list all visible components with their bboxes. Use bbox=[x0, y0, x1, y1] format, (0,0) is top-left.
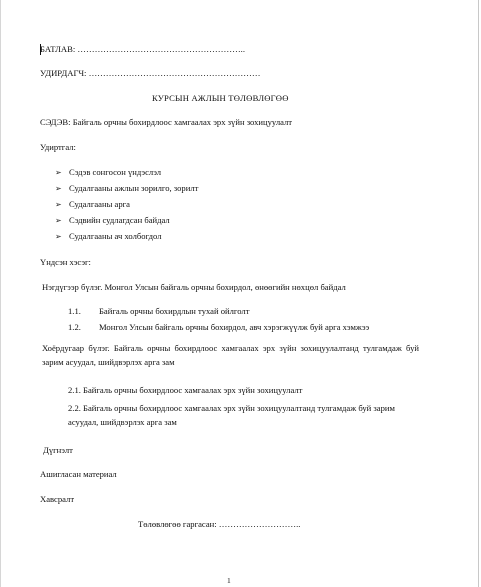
page-left-edge bbox=[0, 0, 1, 587]
director-line: УДИРДАГЧ: …………………………………………………… bbox=[40, 68, 261, 78]
list-item bbox=[55, 183, 198, 194]
approval-line: БАТЛАВ: ………………………………………………….. bbox=[40, 44, 245, 54]
section-item: 2.2. Байгаль орчны бохирдлоос хамгаалах эрх зүйн зохицуулалтанд тулгамдаж буй зарим асуудал, шийдвэрлэх арга зам bbox=[68, 403, 395, 427]
list-item-text: Судалгааны ажлын зорилго, зорилт bbox=[69, 183, 199, 193]
section-item: 2.1. Байгаль орчны бохирдлоос хамгаалах эрх зүйн зохицуулалт bbox=[68, 385, 303, 395]
appendix-heading: Хавсралт bbox=[40, 494, 75, 504]
section-number: 1.1. bbox=[68, 306, 81, 316]
section-item bbox=[68, 322, 369, 333]
chapter2-title: Хоёрдугаар бүлэг. Байгаль орчны бохирдлоос хамгаалах эрх зүйн зохицуулалтанд тулгамдаж буй зарим асуудал, шийдвэрлэх арга зам bbox=[42, 343, 419, 367]
topic-line: СЭДЭВ: Байгаль орчны бохирдлоос хамгаалах эрх зүйн зохицуулалт bbox=[40, 117, 293, 127]
list-item-text: Судалгааны арга bbox=[69, 199, 130, 209]
arrow-bullet-icon: ➢ bbox=[55, 168, 62, 177]
page-right-edge bbox=[478, 0, 479, 587]
section-number: 1.2. bbox=[68, 322, 81, 332]
section-text: Монгол Улсын байгаль орчны бохирдол, авч хэрэгжүүлж буй арга хэмжээ bbox=[99, 322, 370, 332]
references-heading: Ашигласан материал bbox=[40, 469, 117, 479]
list-item bbox=[55, 215, 170, 226]
section-item bbox=[68, 306, 249, 317]
section-text: Байгаль орчны бохирдлын тухай ойлголт bbox=[99, 306, 250, 316]
prepared-by-line: Төлөвлөгөө гаргасан: ……………………….. bbox=[138, 519, 301, 529]
list-item bbox=[55, 199, 130, 210]
chapter1-title: Нэгдүгээр бүлэг. Монгол Улсын байгаль орчны бохирдол, өнөөгийн нөхцөл байдал bbox=[42, 282, 346, 292]
list-item-text: Судалгааны ач холбогдол bbox=[69, 231, 162, 241]
arrow-bullet-icon: ➢ bbox=[55, 232, 62, 241]
list-item bbox=[55, 231, 162, 242]
list-item bbox=[55, 167, 161, 178]
document-title: КУРСЫН АЖЛЫН ТӨЛӨВЛӨГӨӨ bbox=[152, 93, 289, 103]
list-item-text: Сэдвийн судлагдсан байдал bbox=[69, 215, 170, 225]
conclusion-heading: Дүгнэлт bbox=[43, 445, 73, 455]
intro-heading: Удиртгал: bbox=[40, 142, 76, 152]
main-heading: Үндсэн хэсэг: bbox=[40, 257, 91, 267]
arrow-bullet-icon: ➢ bbox=[55, 184, 62, 193]
arrow-bullet-icon: ➢ bbox=[55, 216, 62, 225]
list-item-text: Сэдэв сонгосон үндэслэл bbox=[69, 167, 162, 177]
page-number: 1 bbox=[227, 576, 231, 585]
arrow-bullet-icon: ➢ bbox=[55, 200, 62, 209]
